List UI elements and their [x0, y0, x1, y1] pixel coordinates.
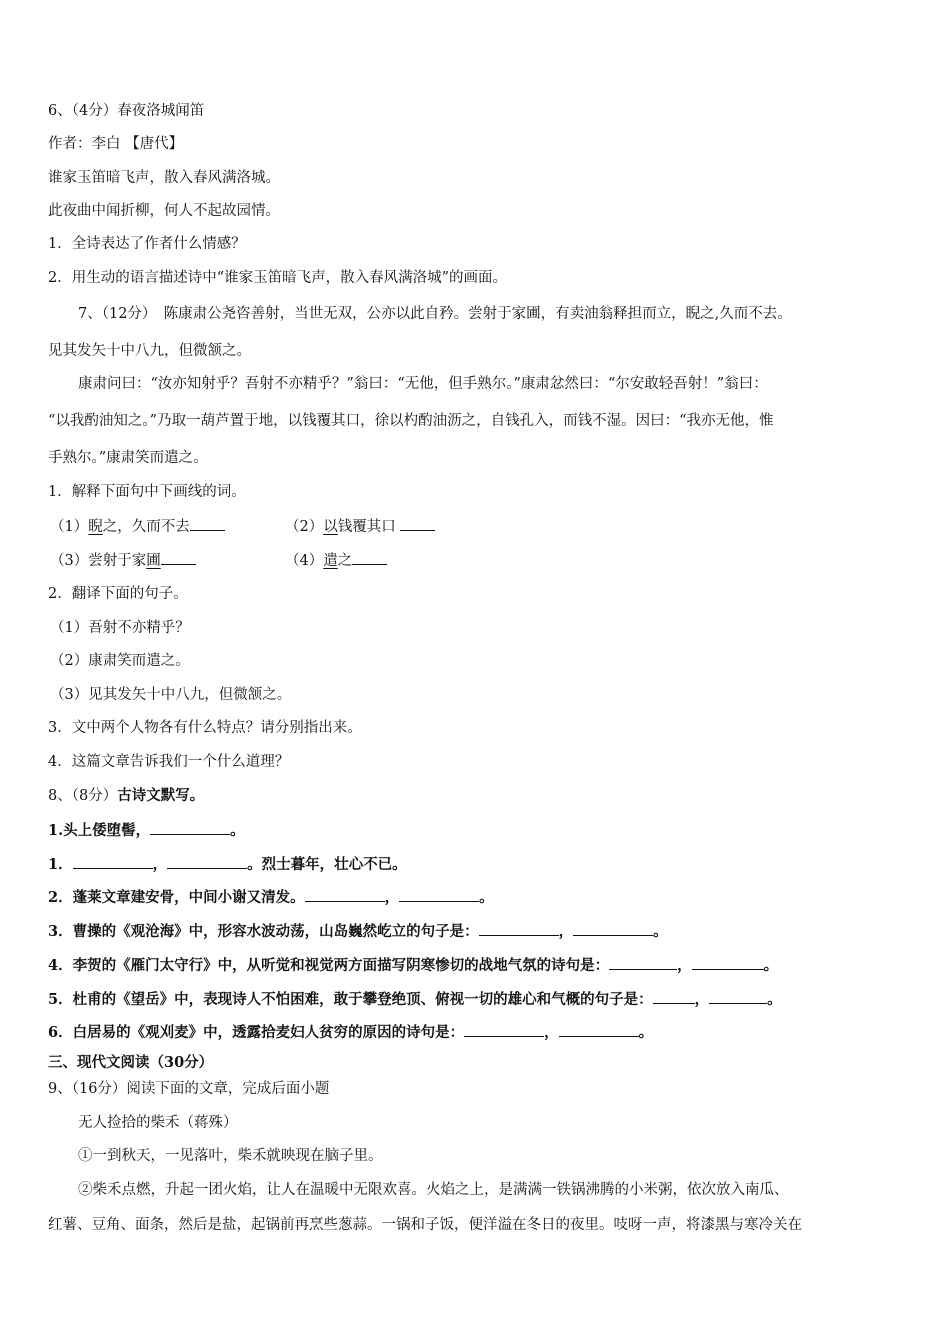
- q6-title: 6、（4分）春夜洛城闻笛: [48, 103, 205, 119]
- answer-blank[interactable]: [464, 1022, 544, 1037]
- q9-paragraph-2-line2: 红薯、豆角、面条，然后是盐，起锅前再烹些葱蒜。一锅和子饭，便洋溢在冬日的夜里。吱呀一声，将漆黑与寒冷关在: [48, 1217, 802, 1233]
- q9-article-title: 无人捡拾的柴禾（蒋殊）: [78, 1115, 238, 1131]
- q8-line-4: 3．曹操的《观沧海》中，形容水波动荡，山岛巍然屹立的句子是： ， 。: [48, 923, 668, 940]
- q6-subquestion-2: 2．用生动的语言描述诗中“谁家玉笛暗飞声，散入春风满洛城”的画面。: [48, 270, 508, 286]
- q7-item-1: （1）睨之，久而不去: [50, 516, 225, 537]
- q7-item-3: （3）尝射于家圃: [50, 550, 196, 571]
- answer-blank[interactable]: [609, 955, 677, 970]
- answer-blank[interactable]: [653, 989, 695, 1004]
- q6-poem-line-1: 谁家玉笛暗飞声，散入春风满洛城。: [48, 170, 280, 186]
- answer-blank[interactable]: [190, 516, 225, 531]
- q9-title: 9、（16分）阅读下面的文章，完成后面小题: [48, 1081, 330, 1097]
- q9-paragraph-2-line1: ②柴禾点燃，升起一团火焰，让人在温暖中无限欢喜。火焰之上，是满满一铁锅沸腾的小米粥，依次放入南瓜、: [78, 1182, 789, 1198]
- q7-para1-line2: 见其发矢十中八九，但微颔之。: [48, 343, 251, 359]
- q7-translate-1: （1）吾射不亦精乎？: [50, 620, 190, 636]
- q7-subquestion-4: 4．这篇文章告诉我们一个什么道理？: [48, 754, 290, 770]
- q7-para2-line3: 手熟尔。”康肃笑而遣之。: [48, 450, 208, 466]
- section-3-heading: 三、现代文阅读（30分）: [48, 1054, 214, 1071]
- answer-blank[interactable]: [73, 854, 153, 869]
- answer-blank[interactable]: [305, 887, 385, 902]
- q8-line-5: 4．李贺的《雁门太守行》中，从听觉和视觉两方面描写阴寒惨切的战地气氛的诗句是： ， 。: [48, 957, 779, 974]
- q7-translate-3: （3）见其发矢十中八九，但微颔之。: [50, 687, 292, 703]
- q7-item-4: （4）遣之: [285, 550, 387, 571]
- answer-blank[interactable]: [400, 516, 435, 531]
- q9-paragraph-1: ①一到秋天，一见落叶，柴禾就映现在脑子里。: [78, 1148, 383, 1164]
- q7-subquestion-2: 2．翻译下面的句子。: [48, 586, 188, 602]
- q8-line-1: 1.头上倭堕髻， 。: [48, 822, 245, 839]
- answer-blank[interactable]: [479, 921, 559, 936]
- q6-author: 作者：李白 【唐代】: [48, 136, 184, 152]
- answer-blank[interactable]: [692, 955, 764, 970]
- answer-blank[interactable]: [150, 820, 230, 835]
- q7-subquestion-3: 3．文中两个人物各有什么特点？请分别指出来。: [48, 720, 362, 736]
- q7-translate-2: （2）康肃笑而遣之。: [50, 653, 190, 669]
- q8-title: 8、（8分）古诗文默写。: [48, 787, 205, 804]
- q7-para2-line1: 康肃问曰：“汝亦知射乎？吾射不亦精乎？”翁曰：“无他，但手熟尔。”康肃忿然曰：“尔安敢轻吾射！”翁曰：: [78, 376, 768, 392]
- q6-subquestion-1: 1．全诗表达了作者什么情感？: [48, 236, 246, 252]
- q7-subquestion-1: 1．解释下面句中下画线的词。: [48, 484, 246, 500]
- answer-blank[interactable]: [573, 921, 653, 936]
- q7-para2-line2: “以我酌油知之。”乃取一葫芦置于地，以钱覆其口，徐以杓酌油沥之，自钱孔入，而钱不湿。因曰：“我亦无他，惟: [48, 413, 774, 429]
- answer-blank[interactable]: [161, 550, 196, 565]
- q7-para1-line1: 7、（12分） 陈康肃公尧咨善射，当世无双，公亦以此自矜。尝射于家圃，有卖油翁释担而立，睨之,久而不去。: [78, 306, 792, 322]
- answer-blank[interactable]: [167, 854, 247, 869]
- answer-blank[interactable]: [559, 1022, 639, 1037]
- answer-blank[interactable]: [352, 550, 387, 565]
- q7-item-2: （2）以钱覆其口: [285, 516, 435, 537]
- q8-line-6: 5．杜甫的《望岳》中，表现诗人不怕困难，敢于攀登绝顶、俯视一切的雄心和气概的句子是： ， 。: [48, 991, 782, 1008]
- q8-line-2: 1． ， 。烈士暮年，壮心不已。: [48, 856, 407, 873]
- q8-line-3: 2．蓬莱文章建安骨，中间小谢又清发。 ， 。: [48, 889, 494, 906]
- q8-line-7: 6．白居易的《观刈麦》中，透露拾麦妇人贫穷的原因的诗句是： ， 。: [48, 1024, 654, 1041]
- q6-poem-line-2: 此夜曲中闻折柳，何人不起故园情。: [48, 203, 280, 219]
- answer-blank[interactable]: [399, 887, 479, 902]
- answer-blank[interactable]: [709, 989, 767, 1004]
